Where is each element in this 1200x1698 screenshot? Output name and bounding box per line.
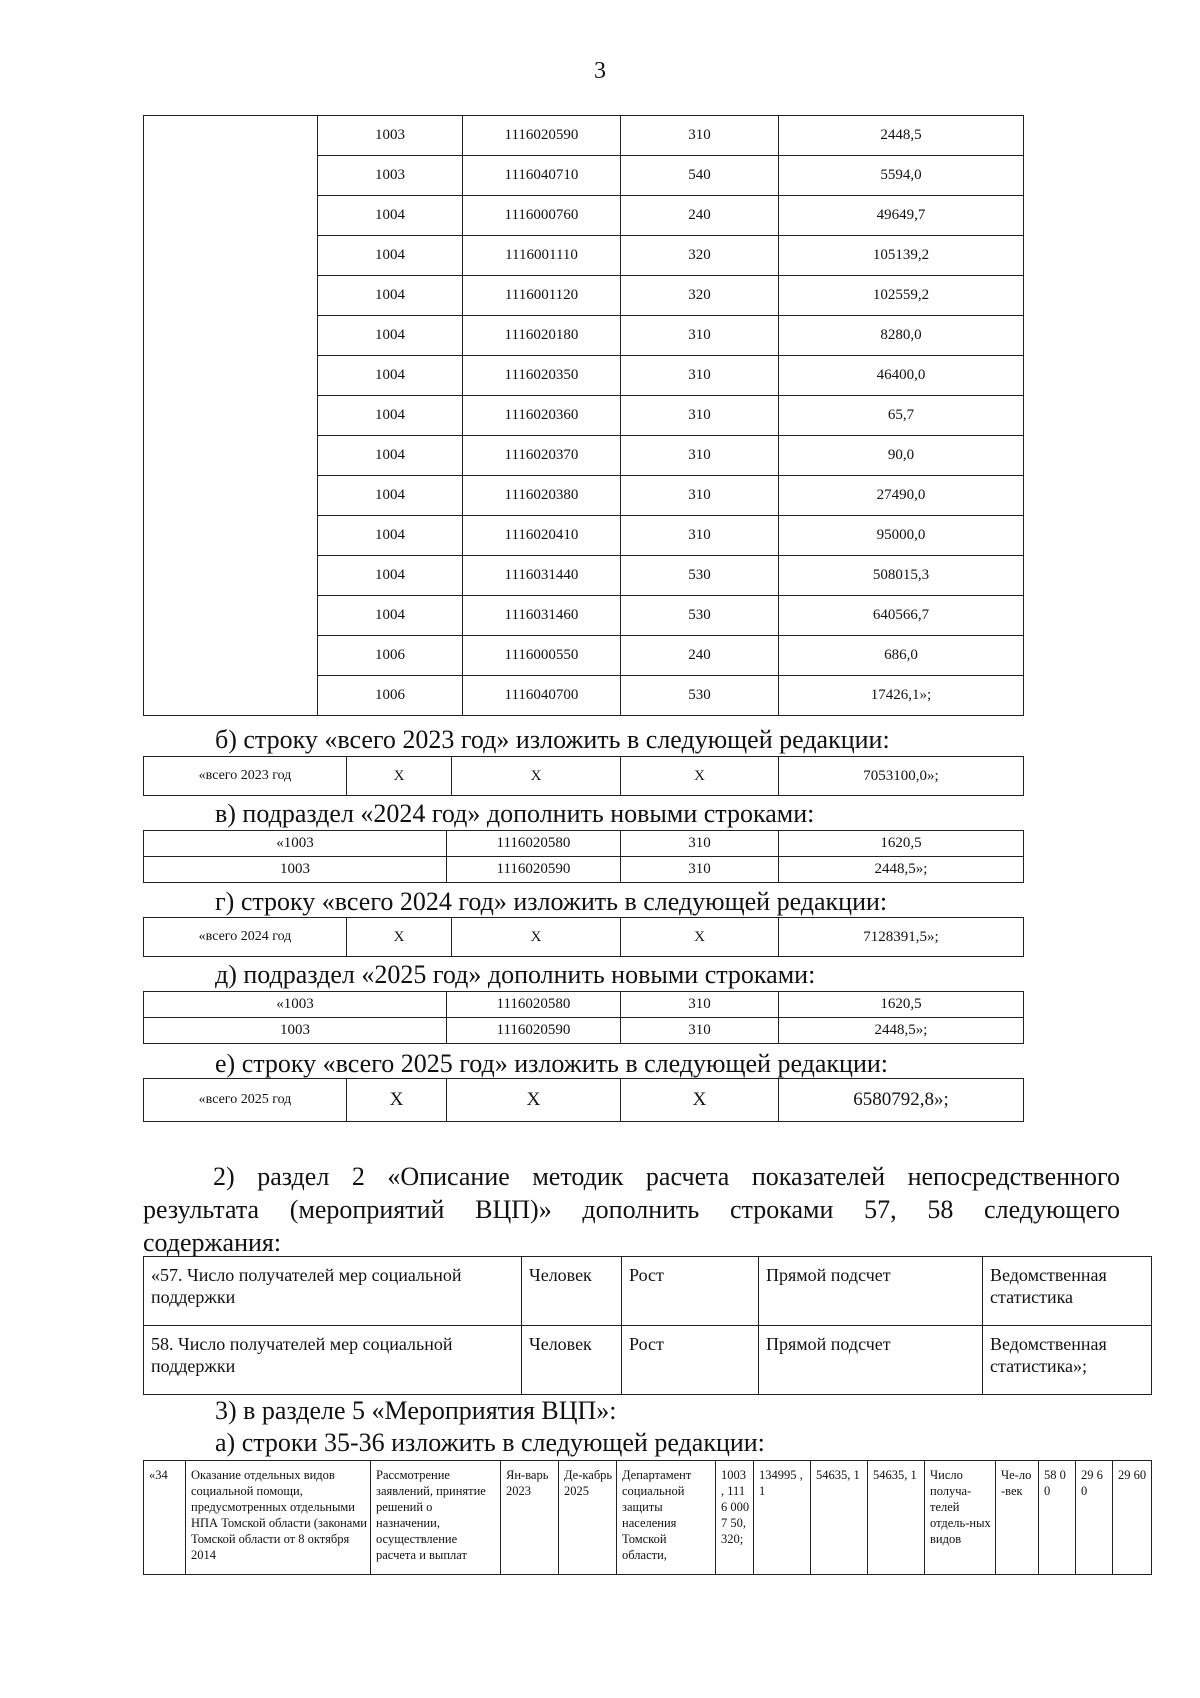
amount-cell: 2448,5»; xyxy=(779,857,1024,883)
section2-line: содержания: xyxy=(143,1228,282,1257)
amount-cell: 2448,5 xyxy=(779,116,1024,156)
add-2025-table xyxy=(143,991,1024,1044)
target-code-cell: 1116020590 xyxy=(447,857,621,883)
expense-type-cell: 310 xyxy=(621,116,779,156)
page-number: 3 xyxy=(594,58,606,84)
amount-cell: 1620,5 xyxy=(779,831,1024,857)
direction-cell: Рост xyxy=(622,1257,759,1326)
amount-cell: 46400,0 xyxy=(779,356,1024,396)
method-cell: Прямой подсчет xyxy=(759,1326,983,1395)
table-row xyxy=(144,1257,1152,1326)
target-code-cell: 1116020360 xyxy=(463,396,621,436)
expense-type-cell: 240 xyxy=(621,196,779,236)
source-cell: Ведомственная статистика»; xyxy=(983,1326,1152,1395)
target-code-cell: 1116000760 xyxy=(463,196,621,236)
section-code-cell: 1003 xyxy=(144,857,447,883)
section-code-cell: 1003 xyxy=(318,156,463,196)
add-2024-table xyxy=(143,830,1024,883)
target-code-cell: 1116020580 xyxy=(447,992,621,1018)
section-code-cell: 1004 xyxy=(318,196,463,236)
table-row xyxy=(144,1018,1024,1044)
amount-cell: 640566,7 xyxy=(779,596,1024,636)
section-code-cell: 1004 xyxy=(318,596,463,636)
expense-type-cell: 310 xyxy=(621,831,779,857)
table-cell: Х xyxy=(621,757,779,796)
main-budget-table xyxy=(143,115,1024,716)
table-cell: Х xyxy=(452,757,621,796)
section-code-cell: 1003 xyxy=(144,1018,447,1044)
section2-line: результата (мероприятий ВЦП)» дополнить строками 57, 58 следующего xyxy=(143,1195,1120,1224)
expense-type-cell: 310 xyxy=(621,1018,779,1044)
table-cell: Рассмотрение заявлений, принятие решений о назначении, осуществление расчета и выплат xyxy=(371,1461,501,1575)
table-row xyxy=(144,1326,1152,1395)
total-value-cell: 7128391,5»; xyxy=(779,918,1024,957)
amount-cell: 49649,7 xyxy=(779,196,1024,236)
total-label-cell: «всего 2025 год xyxy=(144,1079,347,1122)
amount-cell: 95000,0 xyxy=(779,516,1024,556)
expense-type-cell: 310 xyxy=(621,396,779,436)
section3-line2: а) строки 35-36 изложить в следующей редакции: xyxy=(215,1428,765,1457)
amount-cell: 8280,0 xyxy=(779,316,1024,356)
amount-cell: 1620,5 xyxy=(779,992,1024,1018)
target-code-cell: 1116031440 xyxy=(463,556,621,596)
target-code-cell: 1116040700 xyxy=(463,676,621,716)
table-row xyxy=(144,1461,1152,1575)
target-code-cell: 1116000550 xyxy=(463,636,621,676)
total-value-cell: 7053100,0»; xyxy=(779,757,1024,796)
table-cell: 134995 ,1 xyxy=(754,1461,811,1575)
expense-type-cell: 530 xyxy=(621,556,779,596)
section-code-cell: 1004 xyxy=(318,356,463,396)
section2-paragraph xyxy=(143,1160,1120,1259)
expense-type-cell: 310 xyxy=(621,436,779,476)
expense-type-cell: 240 xyxy=(621,636,779,676)
table-cell: 1003 , 1116 0007 50, 320; xyxy=(716,1461,754,1575)
section-code-cell: 1006 xyxy=(318,676,463,716)
method-cell: Прямой подсчет xyxy=(759,1257,983,1326)
table-row xyxy=(144,992,1024,1018)
table-row xyxy=(144,831,1024,857)
total-label-cell: «всего 2024 год xyxy=(144,918,347,957)
target-code-cell: 1116001110 xyxy=(463,236,621,276)
total-label-cell: «всего 2023 год xyxy=(144,757,347,796)
table-cell: Х xyxy=(347,918,452,957)
source-cell: Ведомственная статистика xyxy=(983,1257,1152,1326)
expense-type-cell: 310 xyxy=(621,476,779,516)
total-2023-table xyxy=(143,756,1024,796)
table-cell: Х xyxy=(347,757,452,796)
table-row xyxy=(144,918,1024,957)
total-2025-table xyxy=(143,1078,1024,1122)
section-code-cell: 1004 xyxy=(318,276,463,316)
target-code-cell: 1116020590 xyxy=(463,116,621,156)
unit-cell: Человек xyxy=(522,1257,622,1326)
heading-v: в) подраздел «2024 год» дополнить новыми строками: xyxy=(215,799,815,828)
amount-cell: 508015,3 xyxy=(779,556,1024,596)
table-cell: Число получа-телей отдель-ных видов xyxy=(925,1461,996,1575)
section5-table xyxy=(143,1460,1152,1575)
table-cell: Х xyxy=(447,1079,621,1122)
table-cell: Оказание отдельных видов социальной помощи, предусмотренных отдельными НПА Томской области (законами Томской области от 8 октября 2014 xyxy=(186,1461,371,1575)
target-code-cell: 1116020380 xyxy=(463,476,621,516)
table-cell: Х xyxy=(621,1079,779,1122)
amount-cell: 686,0 xyxy=(779,636,1024,676)
section-code-cell: «1003 xyxy=(144,992,447,1018)
section2-line: 2) раздел 2 «Описание методик расчета показателей непосредственного xyxy=(213,1162,1120,1191)
amount-cell: 2448,5»; xyxy=(779,1018,1024,1044)
amount-cell: 27490,0 xyxy=(779,476,1024,516)
section3-line1: 3) в разделе 5 «Мероприятия ВЦП»: xyxy=(215,1396,617,1425)
section-code-cell: 1004 xyxy=(318,316,463,356)
table-cell: 29 60 xyxy=(1113,1461,1152,1575)
heading-b: б) строку «всего 2023 год» изложить в следующей редакции: xyxy=(215,725,890,754)
table-row xyxy=(144,1079,1024,1122)
amount-cell: 5594,0 xyxy=(779,156,1024,196)
amount-cell: 90,0 xyxy=(779,436,1024,476)
table-row xyxy=(144,857,1024,883)
section-code-cell: 1004 xyxy=(318,556,463,596)
expense-type-cell: 310 xyxy=(621,516,779,556)
target-code-cell: 1116020180 xyxy=(463,316,621,356)
table-cell: Департамент социальной защиты населения Томской области, xyxy=(617,1461,716,1575)
table-cell: 54635, 1 xyxy=(811,1461,868,1575)
section-code-cell: 1004 xyxy=(318,436,463,476)
direction-cell: Рост xyxy=(622,1326,759,1395)
table-cell: 29 60 xyxy=(1076,1461,1113,1575)
indicator-name-cell: 58. Число получателей мер социальной поддержки xyxy=(144,1326,522,1395)
amount-cell: 105139,2 xyxy=(779,236,1024,276)
expense-type-cell: 310 xyxy=(621,356,779,396)
table-cell: 58 00 xyxy=(1039,1461,1076,1575)
amount-cell: 65,7 xyxy=(779,396,1024,436)
table-cell: Х xyxy=(452,918,621,957)
table-row xyxy=(144,116,1024,156)
target-code-cell: 1116020410 xyxy=(463,516,621,556)
expense-type-cell: 320 xyxy=(621,236,779,276)
heading-g: г) строку «всего 2024 год» изложить в следующей редакции: xyxy=(215,887,888,916)
expense-type-cell: 310 xyxy=(621,316,779,356)
expense-type-cell: 310 xyxy=(621,992,779,1018)
table-row xyxy=(144,757,1024,796)
section-code-cell: 1004 xyxy=(318,236,463,276)
total-2024-table xyxy=(143,917,1024,957)
amount-cell: 102559,2 xyxy=(779,276,1024,316)
target-code-cell: 1116020590 xyxy=(447,1018,621,1044)
section-code-cell: 1004 xyxy=(318,396,463,436)
table-cell: Х xyxy=(347,1079,447,1122)
section2-table xyxy=(143,1256,1152,1395)
section-code-cell: «1003 xyxy=(144,831,447,857)
table-cell: Че-ло-век xyxy=(996,1461,1039,1575)
table-cell: Де-кабрь 2025 xyxy=(559,1461,617,1575)
unit-cell: Человек xyxy=(522,1326,622,1395)
heading-e: е) строку «всего 2025 год» изложить в следующей редакции: xyxy=(215,1049,889,1078)
total-value-cell: 6580792,8»; xyxy=(779,1079,1024,1122)
heading-d: д) подраздел «2025 год» дополнить новыми строками: xyxy=(215,960,816,989)
target-code-cell: 1116001120 xyxy=(463,276,621,316)
section-code-cell: 1003 xyxy=(318,116,463,156)
table-cell: «34 xyxy=(144,1461,186,1575)
target-code-cell: 1116031460 xyxy=(463,596,621,636)
amount-cell: 17426,1»; xyxy=(779,676,1024,716)
blank-merged-cell xyxy=(144,116,318,716)
table-cell: Ян-варь 2023 xyxy=(501,1461,559,1575)
expense-type-cell: 310 xyxy=(621,857,779,883)
expense-type-cell: 320 xyxy=(621,276,779,316)
expense-type-cell: 530 xyxy=(621,676,779,716)
section-code-cell: 1006 xyxy=(318,636,463,676)
expense-type-cell: 530 xyxy=(621,596,779,636)
indicator-name-cell: «57. Число получателей мер социальной поддержки xyxy=(144,1257,522,1326)
target-code-cell: 1116040710 xyxy=(463,156,621,196)
target-code-cell: 1116020580 xyxy=(447,831,621,857)
target-code-cell: 1116020370 xyxy=(463,436,621,476)
section-code-cell: 1004 xyxy=(318,476,463,516)
table-cell: 54635, 1 xyxy=(868,1461,925,1575)
target-code-cell: 1116020350 xyxy=(463,356,621,396)
section-code-cell: 1004 xyxy=(318,516,463,556)
table-cell: Х xyxy=(621,918,779,957)
expense-type-cell: 540 xyxy=(621,156,779,196)
